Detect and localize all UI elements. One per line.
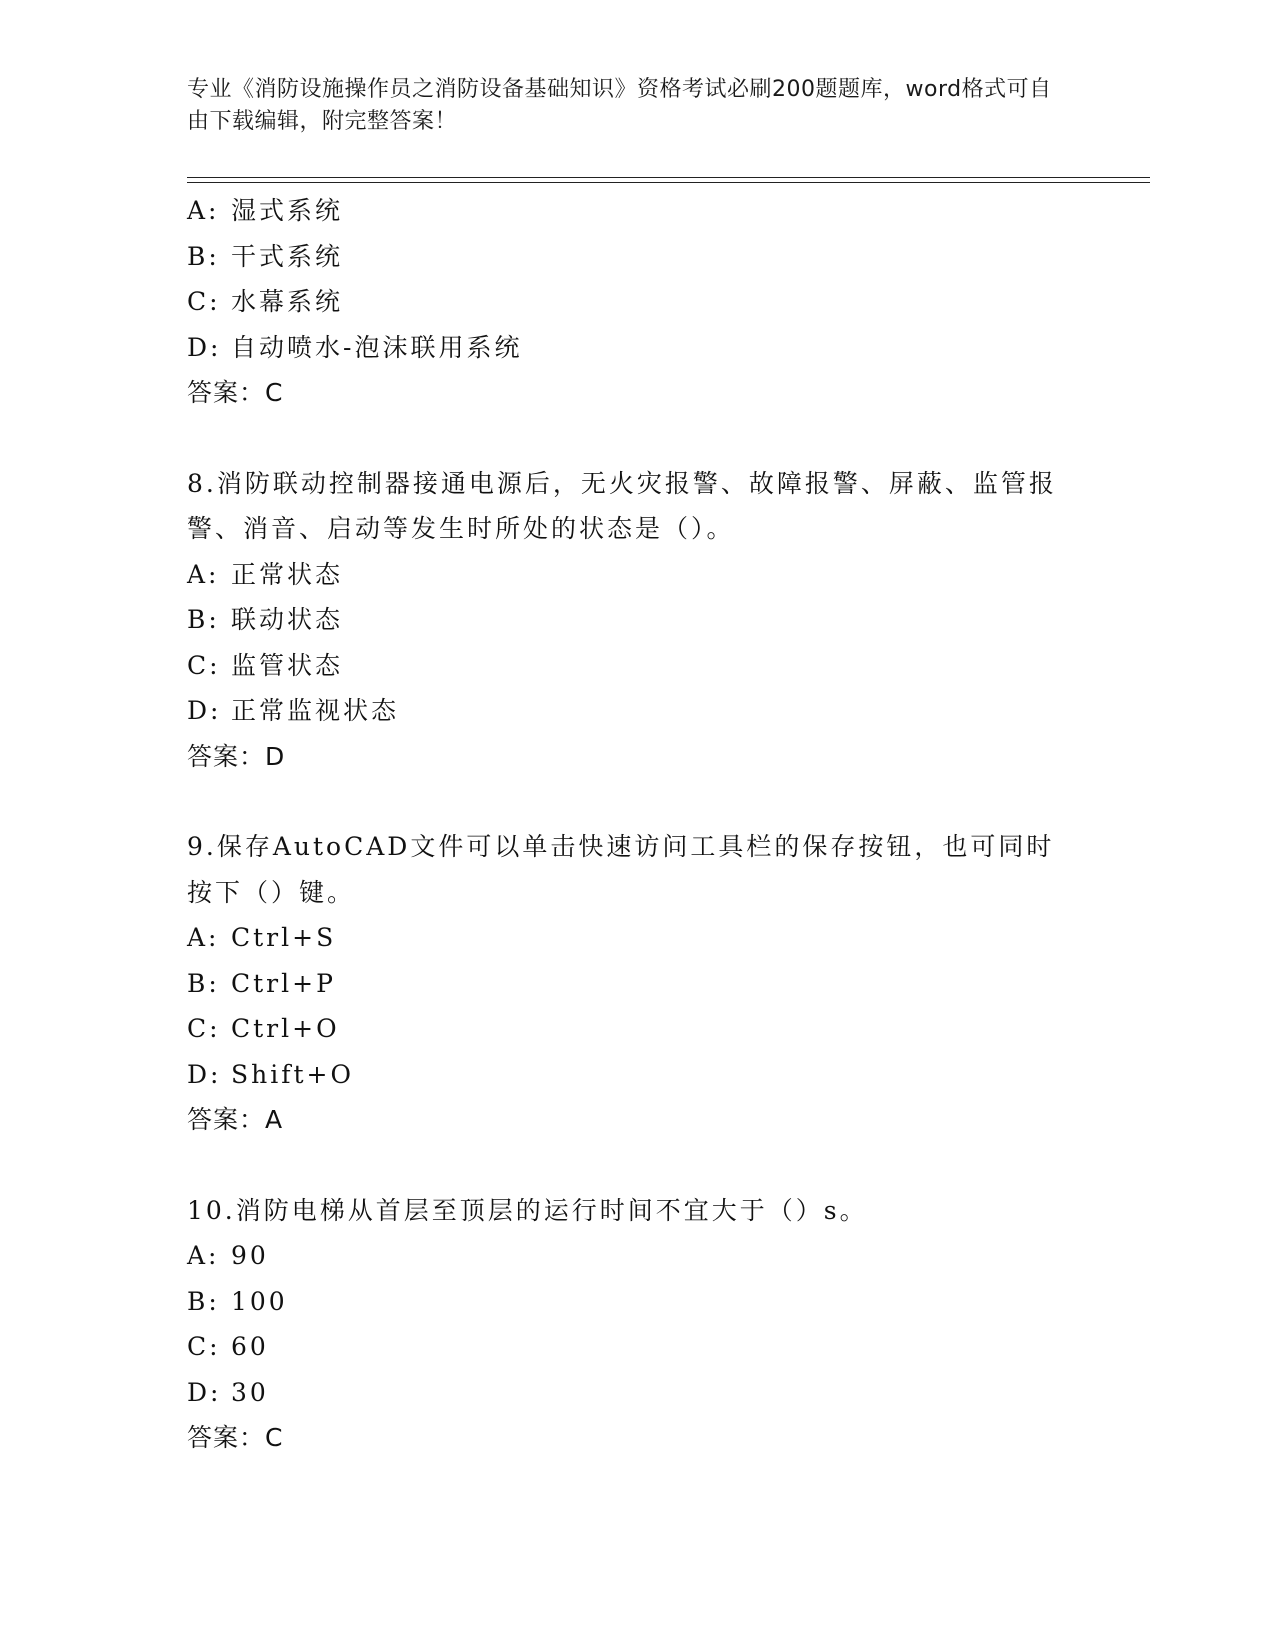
option-c [187, 643, 1067, 689]
question-9 [187, 824, 1067, 1143]
option-key: B: [187, 1286, 220, 1316]
question-10 [187, 1188, 1067, 1461]
option-key: D: [187, 1377, 222, 1407]
spacer [187, 779, 1067, 824]
option-a [187, 188, 1067, 234]
option-text: 水幕系统 [231, 287, 344, 316]
question-7 [187, 188, 1067, 416]
option-text: 正常监视状态 [231, 696, 400, 725]
spacer [187, 1143, 1067, 1188]
question-8 [187, 461, 1067, 780]
option-b [187, 597, 1067, 643]
option-text: 90 [231, 1241, 269, 1270]
spacer [187, 416, 1067, 461]
option-key: D: [187, 1059, 222, 1089]
option-text: Shift+O [231, 1059, 354, 1089]
option-key: A: [187, 923, 220, 952]
option-text: 正常状态 [231, 559, 344, 589]
option-a [187, 552, 1067, 598]
option-key: A: [187, 1241, 220, 1270]
document-header: 专业《消防设施操作员之消防设备基础知识》资格考试必刷200题题库，word格式可自由下载编辑，附完整答案！ [187, 77, 1052, 134]
option-key: C: [187, 650, 221, 680]
header-rule-bottom [187, 182, 1150, 183]
answer-line: 答案：A [187, 1105, 284, 1134]
option-key: A: [187, 196, 220, 225]
answer-line: 答案：C [187, 378, 284, 407]
option-d [187, 688, 1067, 734]
option-text: 监管状态 [231, 650, 344, 680]
answer-line: 答案：C [187, 1423, 284, 1452]
option-key: B: [187, 241, 220, 271]
header-rule-top [187, 177, 1150, 178]
option-a [187, 915, 1067, 961]
question-list [187, 188, 1067, 1461]
option-text: Ctrl+S [231, 923, 337, 952]
option-key: C: [187, 1014, 221, 1043]
option-b [187, 234, 1067, 280]
question-stem: 9.保存AutoCAD文件可以单击快速访问工具栏的保存按钮，也可同时按下（）键。 [187, 832, 1055, 907]
option-key: D: [187, 332, 222, 362]
option-text: 联动状态 [231, 605, 344, 634]
option-text: 60 [231, 1332, 269, 1361]
option-a [187, 1233, 1067, 1279]
question-stem: 8.消防联动控制器接通电源后，无火灾报警、故障报警、屏蔽、监管报警、消音、启动等发生时所处的状态是（）。 [187, 468, 1057, 543]
option-c [187, 279, 1067, 325]
option-d [187, 1370, 1067, 1416]
option-d [187, 325, 1067, 371]
option-text: 100 [231, 1286, 288, 1316]
question-stem: 10.消防电梯从首层至顶层的运行时间不宜大于（）s。 [187, 1195, 868, 1225]
option-key: D: [187, 696, 222, 725]
option-text: 30 [231, 1377, 269, 1407]
option-key: C: [187, 1332, 221, 1361]
option-b [187, 1279, 1067, 1325]
option-key: C: [187, 287, 221, 316]
option-c [187, 1324, 1067, 1370]
option-text: 自动喷水-泡沫联用系统 [231, 332, 523, 362]
answer-line: 答案：D [187, 741, 286, 771]
option-key: B: [187, 968, 220, 998]
option-b [187, 961, 1067, 1007]
option-text: Ctrl+P [231, 968, 336, 998]
option-c [187, 1006, 1067, 1052]
option-key: B: [187, 605, 220, 634]
option-text: 干式系统 [231, 241, 344, 271]
option-text: Ctrl+O [231, 1014, 340, 1043]
option-d [187, 1052, 1067, 1098]
option-text: 湿式系统 [231, 196, 344, 225]
option-key: A: [187, 559, 220, 589]
